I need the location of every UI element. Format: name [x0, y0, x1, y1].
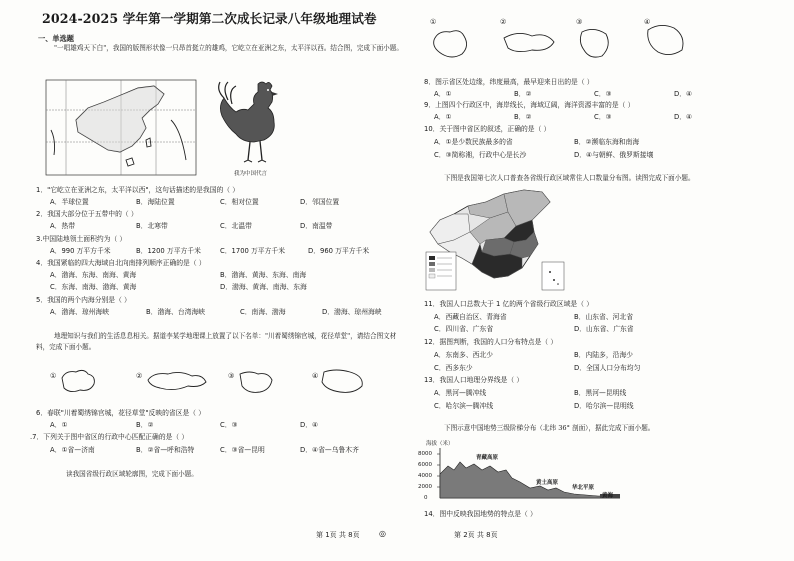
question-2: 2．我国大部分位于五带中的（ ） [36, 210, 138, 218]
intro-text-4: 下图是我国第七次人口普查各省级行政区域常住人口数量分布图。读图完成下面小题。 [444, 174, 695, 182]
option[interactable]: D．邻国位置 [300, 198, 340, 206]
profile-tick: 0 [424, 495, 428, 501]
profile-label-loess: 黄土高原 [536, 480, 559, 486]
profile-tick: 2000 [418, 484, 432, 490]
option[interactable]: A．渤海、琼州海峡 [50, 308, 110, 316]
option[interactable]: B．② [514, 113, 532, 121]
terrain-profile-chart [440, 448, 620, 502]
svg-text:④: ④ [312, 372, 319, 380]
question-10: 10．关于图中省区的叙述，正确的是（ ） [424, 125, 551, 133]
svg-text:①: ① [50, 372, 57, 380]
intro-text-5: 下图示意中国地势三级阶梯分布（北纬 36° 剖面），据此完成下面小题。 [444, 424, 655, 432]
option[interactable]: C．东海、南海、渤海、黄海 [50, 283, 137, 291]
option[interactable]: A．西藏自治区、青海省 [434, 313, 507, 321]
question-4: 4．我国紧临的四大海域自北向南排列顺序正确的是（ ） [36, 259, 206, 267]
option[interactable]: C．相对位置 [220, 198, 259, 206]
option[interactable]: D．④ [674, 113, 693, 121]
option[interactable]: C．西多东少 [434, 364, 473, 372]
option[interactable]: B．②濒临东海和南海 [574, 138, 640, 146]
option[interactable]: B．海陆位置 [136, 198, 175, 206]
option[interactable]: A．① [434, 90, 452, 98]
option[interactable]: C．③简称湘，行政中心是长沙 [434, 151, 527, 159]
option[interactable]: D．南温带 [300, 222, 333, 230]
option[interactable]: A．渤海、东海、南海、黄海 [50, 271, 137, 279]
option[interactable]: C．四川省、广东省 [434, 325, 494, 333]
option[interactable]: C．哈尔滨—腾冲线 [434, 402, 494, 410]
question-13: 13．我国人口地理分界线是（ ） [424, 376, 524, 384]
left-column [30, 0, 411, 561]
intro-text-2: 地理知识与我们的生活息息相关。据道李某学地理课上放置了以下名单："川着蜀绣锦官城，花径草堂"，请结合图文材料，完成下面小题。 [36, 332, 397, 351]
svg-text:①: ① [430, 18, 437, 26]
question-5: 5．我国的两个内海分别是（ ） [36, 296, 131, 304]
option[interactable]: C．③ [594, 113, 612, 121]
option[interactable]: A．半球位置 [50, 198, 89, 206]
option[interactable]: C．北温带 [220, 222, 252, 230]
option[interactable]: D．哈尔滨—昆明线 [574, 402, 634, 410]
option[interactable]: B．黑河—昆明线 [574, 389, 627, 397]
option[interactable]: D．④ [300, 421, 319, 429]
option[interactable]: B．渤海、黄海、东海、南海 [220, 271, 307, 279]
right-column [420, 0, 770, 561]
option[interactable]: B．② [514, 90, 532, 98]
center-mark: ◎ [379, 529, 386, 538]
option[interactable]: C．1700 万平方千米 [220, 247, 285, 255]
option[interactable]: B．内陆多，沿海少 [574, 351, 634, 359]
profile-label-yellow-sea: 黄海 [602, 493, 614, 499]
option[interactable]: D．渤海、黄海、南海、东海 [220, 283, 307, 291]
option[interactable]: B．1200 万平方千米 [136, 247, 201, 255]
option[interactable]: C．③ [220, 421, 238, 429]
china-location-map [46, 80, 196, 175]
option[interactable]: A．990 万平方千米 [50, 247, 111, 255]
province-outlines-right [424, 18, 694, 68]
question-11: 11．我国人口总数大于 1 亿的两个省级行政区域是（ ） [424, 300, 593, 308]
option[interactable]: D．渤海、琼州海峡 [322, 308, 382, 316]
option[interactable]: C．南海、渤海 [240, 308, 286, 316]
option[interactable]: A．黑河—腾冲线 [434, 389, 487, 397]
option[interactable]: A．① [434, 113, 452, 121]
option[interactable]: A．①省—济南 [50, 446, 95, 454]
option[interactable]: A．① [50, 421, 68, 429]
profile-tick: 4000 [418, 473, 432, 479]
page-number-left: 第 1页 共 8页 [316, 531, 360, 539]
section-heading: 一、单选题 [38, 34, 74, 43]
profile-tick: 8000 [418, 451, 432, 457]
option[interactable]: D．全国人口分布均匀 [574, 364, 641, 372]
profile-tick: 6000 [418, 462, 432, 468]
option[interactable]: B．山东省、河北省 [574, 313, 634, 321]
option[interactable]: A．①是少数民族最多的省 [434, 138, 513, 146]
question-6: 6．春联"川着蜀绣锦官城，花径草堂"反映的省区是（ ） [36, 409, 206, 417]
intro-text-1: "一唱雄鸡天下白"，我国的版图形状像一只昂首挺立的雄鸡，它屹立在亚洲之东，太平洋以西。结合图，完成下面小题。 [54, 44, 403, 52]
option[interactable]: D．④省—乌鲁木齐 [300, 446, 359, 454]
question-14: 14．图中反映我国地势的特点是（ ） [424, 510, 537, 518]
option[interactable]: B．②省—呼和浩特 [136, 446, 195, 454]
page-number-right: 第 2页 共 8页 [454, 531, 498, 539]
option[interactable]: C．③省—昆明 [220, 446, 265, 454]
question-9: 9．上图四个行政区中，海岸线长，海域辽阔，海洋资源丰富的是（ ） [424, 101, 635, 109]
question-7: .7．下列关于图中省区的行政中心匹配正确的是（ ） [30, 433, 189, 441]
option[interactable]: B．北寒带 [136, 222, 168, 230]
intro-text-3: 读我国省级行政区域轮廓图，完成下面小题。 [66, 470, 198, 478]
svg-text:③: ③ [576, 18, 583, 26]
rooster-illustration [214, 78, 294, 168]
question-12: 12．据图判断，我国的人口分布特点是（ ） [424, 338, 558, 346]
population-distribution-map [424, 186, 574, 294]
exam-title: 2024-2025 学年第一学期第二次成长记录八年级地理试卷 [42, 11, 377, 26]
profile-label-north-china-plain: 华北平原 [572, 485, 595, 491]
option[interactable]: D．山东省、广东省 [574, 325, 634, 333]
rooster-caption: 我为中国代言 [234, 171, 268, 177]
option[interactable]: A．东南多、西北少 [434, 351, 494, 359]
question-3: 3.中国陆地领土面积约为（ ） [36, 235, 127, 243]
svg-text:②: ② [500, 18, 507, 26]
option[interactable]: D．960 万平方千米 [308, 247, 370, 255]
option[interactable]: C．③ [594, 90, 612, 98]
province-outlines-left [50, 364, 370, 400]
question-8: 8．图示省区处边缘，纬度最高，最早迎来日出的是（ ） [424, 78, 594, 86]
option[interactable]: A．热带 [50, 222, 76, 230]
option[interactable]: D．④ [674, 90, 693, 98]
option[interactable]: D．④与朝鲜、俄罗斯接壤 [574, 151, 654, 159]
option[interactable]: B．② [136, 421, 154, 429]
profile-label-qinghai-tibet: 青藏高原 [476, 455, 499, 461]
svg-text:③: ③ [228, 372, 235, 380]
svg-text:②: ② [136, 372, 143, 380]
question-1: 1．"它屹立在亚洲之东，太平洋以西"，这句话描述的是我国的（ ） [36, 186, 240, 194]
option[interactable]: B．渤海、台湾海峡 [146, 308, 206, 316]
svg-text:④: ④ [644, 18, 651, 26]
profile-ylabel: 海拔（米） [426, 441, 454, 447]
